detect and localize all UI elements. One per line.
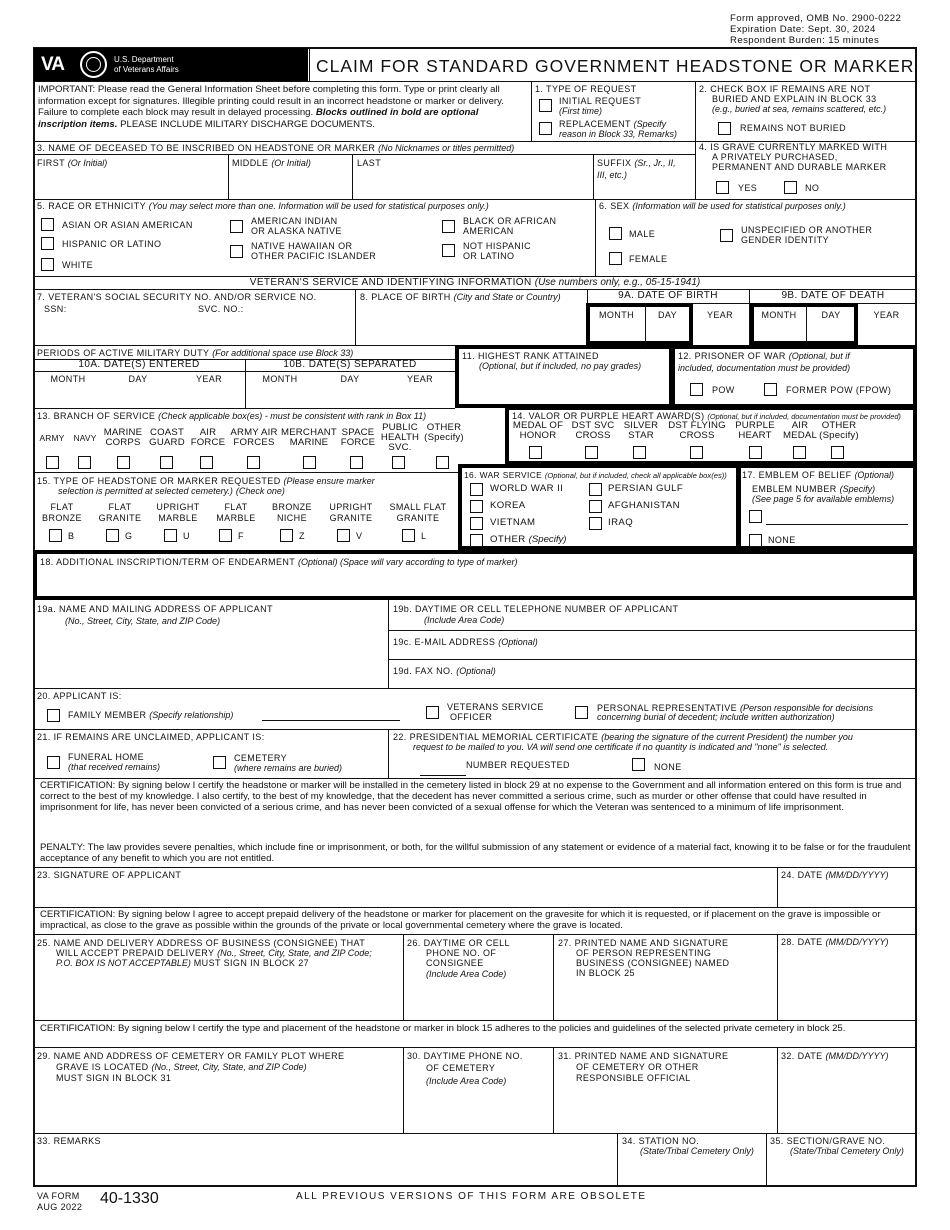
marker-type-checkbox-v[interactable] <box>337 529 350 542</box>
war-ww2-checkbox[interactable] <box>470 483 483 496</box>
replacement-checkbox[interactable] <box>539 122 552 135</box>
award-silver-star-checkbox[interactable] <box>633 446 646 459</box>
race-pacific-islander-checkbox[interactable] <box>230 245 243 258</box>
block18-title: 18. ADDITIONAL INSCRIPTION/TERM OF ENDEARMENT (Optional) (Space will vary according to type of marker) <box>40 557 518 567</box>
war-vietnam-checkbox[interactable] <box>470 517 483 530</box>
branch-army-checkbox[interactable] <box>46 456 59 469</box>
svc-no-label: SVC. NO.: <box>198 304 244 314</box>
former-pow-checkbox[interactable] <box>764 383 777 396</box>
marker-type-label-b: FLAT <box>50 502 74 512</box>
pmc-none-checkbox[interactable] <box>632 758 645 771</box>
applicant-vso-checkbox[interactable] <box>426 706 439 719</box>
award-moh-label: MEDAL OF HONOR <box>512 420 564 441</box>
branch-merchant-marine-checkbox[interactable] <box>303 456 316 469</box>
remains-not-buried-label: REMAINS NOT BURIED <box>740 123 847 133</box>
certification-3: CERTIFICATION: By signing below I certify the type and placement of the headstone or marker in block 15 adheres to the policies and guidelines of the selected private cemetery in block 25. <box>40 1023 846 1034</box>
branch-air-force-checkbox[interactable] <box>200 456 213 469</box>
block19c-title: 19c. E-MAIL ADDRESS (Optional) <box>393 637 538 647</box>
block13-title: 13. BRANCH OF SERVICE (Check applicable box(es) - must be consistent with rank in Box 11) <box>37 411 427 421</box>
marker-type-code-z: Z <box>299 531 305 541</box>
branch-space-force-label: SPACE FORCE <box>340 427 376 448</box>
marker-type-label2-u: MARBLE <box>158 513 198 523</box>
block27-title: 27. PRINTED NAME AND SIGNATURE <box>558 938 729 948</box>
suffix-label: SUFFIX (Sr., Jr., II, <box>597 158 676 168</box>
block3-title: 3. NAME OF DECEASED TO BE INSCRIBED ON HEADSTONE OR MARKER (No Nicknames or titles permitted) <box>37 143 515 153</box>
omb-line1: Form approved, OMB No. 2900-0222 <box>730 13 902 24</box>
sex-unspecified-checkbox[interactable] <box>720 229 733 242</box>
block15-title: 15. TYPE OF HEADSTONE OR MARKER REQUESTED (Please ensure marker <box>37 476 375 486</box>
certification-2: CERTIFICATION: By signing below I agree to accept prepaid delivery of the headstone or marker for placement on the gravesite for which it is requested, or if placement on the grave is impossible or impractical, as close to the grave as possible within the grounds of the private or local governmental cemetery where the grave is located. <box>40 909 881 931</box>
va-wordmark: VA <box>41 54 64 75</box>
block12-title: 12. PRISONER OF WAR (Optional, but if <box>678 351 850 361</box>
branch-navy-label: NAVY <box>73 433 97 443</box>
block14-title: 14. VALOR OR PURPLE HEART AWARD(S) (Optional, but if included, documentation must be provided) <box>512 411 901 421</box>
block10b-title: 10B. DATE(S) SEPARATED <box>283 359 417 370</box>
emblem-none-checkbox[interactable] <box>749 534 762 547</box>
marker-type-code-b: B <box>68 531 75 541</box>
award-air-medal-label: AIR MEDAL <box>782 420 818 441</box>
block24-title: 24. DATE (MM/DD/YYYY) <box>781 870 889 880</box>
block23-title: 23. SIGNATURE OF APPLICANT <box>37 870 182 880</box>
marker-type-code-g: G <box>125 531 133 541</box>
unclaimed-cemetery-checkbox[interactable] <box>213 756 226 769</box>
block5-title: 5. RACE OR ETHNICITY (You may select more than one. Information will be used for statistical purposes only.) <box>37 201 489 211</box>
va-department: U.S. Department of Veterans Affairs <box>114 55 179 74</box>
award-purple-heart-label: PURPLE HEART <box>735 420 775 441</box>
penalty-statement: PENALTY: The law provides severe penalties, which include fine or imprisonment, or both, for the willful submission of any statement or evidence of a material fact, knowing it to be false or for the fraudulent acceptance of any benefit to which you are not entitled. <box>40 842 911 864</box>
marker-type-label-l: SMALL FLAT <box>389 502 447 512</box>
initial-request-label: INITIAL REQUEST <box>559 96 642 106</box>
race-asian-checkbox[interactable] <box>41 218 54 231</box>
initial-request-checkbox[interactable] <box>539 99 552 112</box>
certification-1: CERTIFICATION: By signing below I certify the headstone or marker will be installed in the cemetery listed in block 29 at no expense to the Government and all information entered on this form is true and correct to the best of my knowledge. I also certify, to the best of my knowledge, that the decedent has never committed a serious crime, such as murder or other offense that could have resulted in imprisonment for life, has never been convicted of a serious crime, and has never been convicted of a sexual offense for which the Veteran was sentenced to a minimum of life imprisonment. <box>40 780 902 813</box>
branch-coast-guard-checkbox[interactable] <box>160 456 173 469</box>
marker-type-label2-z: NICHE <box>276 513 307 523</box>
remains-not-buried-checkbox[interactable] <box>718 122 731 135</box>
block35-title: 35. SECTION/GRAVE NO. <box>770 1136 886 1146</box>
first-name-label: FIRST (Or Initial) <box>37 158 108 168</box>
block19b-title: 19b. DAYTIME OR CELL TELEPHONE NUMBER OF APPLICANT <box>393 604 679 614</box>
block32-title: 32. DATE (MM/DD/YYYY) <box>781 1051 889 1061</box>
block10a-title: 10A. DATE(S) ENTERED <box>78 359 200 370</box>
unclaimed-funeral-home-checkbox[interactable] <box>47 756 60 769</box>
block9a-title: 9A. DATE OF BIRTH <box>618 290 718 301</box>
branch-marine-label: MARINE CORPS <box>103 427 143 448</box>
marker-type-code-v: V <box>356 531 363 541</box>
block6-title: 6. SEX (Information will be used for statistical purposes only.) <box>599 201 846 211</box>
award-dfc-checkbox[interactable] <box>690 446 703 459</box>
emblem-checkbox[interactable] <box>749 510 762 523</box>
marker-type-checkbox-f[interactable] <box>219 529 232 542</box>
block19d-title: 19d. FAX NO. (Optional) <box>393 666 496 676</box>
marker-type-label-v: UPRIGHT <box>329 502 373 512</box>
branch-army-label: ARMY <box>39 433 65 443</box>
marker-type-label-g: FLAT <box>108 502 132 512</box>
veteran-section-header: VETERAN'S SERVICE AND IDENTIFYING INFORMATION (Use numbers only, e.g., 05-15-1941) <box>249 277 701 288</box>
marker-type-label2-g: GRANITE <box>98 513 142 523</box>
pow-checkbox[interactable] <box>690 383 703 396</box>
applicant-rep-checkbox[interactable] <box>575 706 588 719</box>
sex-male-checkbox[interactable] <box>609 227 622 240</box>
war-korea-checkbox[interactable] <box>470 500 483 513</box>
branch-coast-guard-label: COAST GUARD <box>149 427 185 448</box>
marker-type-label-f: FLAT <box>224 502 248 512</box>
footer-form-number: 40-1330 <box>100 1190 159 1207</box>
award-other-label: OTHER (Specify) <box>819 420 859 441</box>
block9b-title: 9B. DATE OF DEATH <box>781 290 885 301</box>
active-duty-title: PERIODS OF ACTIVE MILITARY DUTY (For additional space use Block 33) <box>37 348 354 358</box>
branch-merchant-marine-label: MERCHANT MARINE <box>281 427 337 448</box>
block22-title: 22. PRESIDENTIAL MEMORIAL CERTIFICATE (bearing the signature of the current President) the number you <box>393 732 853 742</box>
award-purple-heart-checkbox[interactable] <box>749 446 762 459</box>
marker-type-checkbox-g[interactable] <box>106 529 119 542</box>
applicant-family-checkbox[interactable] <box>47 709 60 722</box>
race-american-indian-checkbox[interactable] <box>230 220 243 233</box>
block31-title: 31. PRINTED NAME AND SIGNATURE <box>558 1051 729 1061</box>
block19a-title: 19a. NAME AND MAILING ADDRESS OF APPLICANT <box>37 604 273 614</box>
marker-type-label2-l: GRANITE <box>396 513 440 523</box>
sex-female-checkbox[interactable] <box>609 252 622 265</box>
branch-marine-checkbox[interactable] <box>117 456 130 469</box>
block8-title: 8. PLACE OF BIRTH (City and State or Country) <box>360 292 561 302</box>
form-title: CLAIM FOR STANDARD GOVERNMENT HEADSTONE OR MARKER <box>316 56 915 76</box>
block21-title: 21. IF REMAINS ARE UNCLAIMED, APPLICANT IS: <box>37 732 265 742</box>
race-not-hispanic-checkbox[interactable] <box>442 244 455 257</box>
block1-title: 1. TYPE OF REQUEST <box>535 84 637 94</box>
marker-type-checkbox-z[interactable] <box>280 529 293 542</box>
grave-marked-yes-checkbox[interactable] <box>716 181 729 194</box>
branch-army-air-forces-label: ARMY AIR FORCES <box>230 427 278 448</box>
grave-marked-no-checkbox[interactable] <box>784 181 797 194</box>
branch-space-force-checkbox[interactable] <box>350 456 363 469</box>
va-form-40-1330: Form approved, OMB No. 2900-0222 Expiration Date: Sept. 30, 2024 Respondent Burden: 15 minutes VA U.S. Department of Veterans Affairs CLAIM FOR STANDARD GOVERNMENT HEADSTONE OR MARKER IMPORTANT: Please read the General Information Sheet before completing this form. Type or print clearly all information except for signatures. Illegible printing could result in an incorrect headstone or marker or delivery. Failure to complete each block may result in delayed processing. Blocks outlined in bold are optional inscription items. PLEASE INCLUDE MILITARY DISCHARGE DOCUMENTS. 1. TYPE OF REQUEST INITIAL REQUEST (First time) REPLACEMENT (Specify reason in Block 33, Remarks) 2. CHECK BOX IF REMAINS ARE NOT BURIED AND EXPLAIN IN BLOCK 33 (e.g., buried at sea, remains scattered, etc.) REMAINS NOT BURIED 3. NAME OF DECEASED TO BE INSCRIBED ON HEADSTONE OR MARKER (No Nicknames or titles permitted) FIRST (Or Initial) MIDDLE (Or Initial) LAST SUFFIX (Sr., Jr., II, III, etc.) 4. IS GRAVE CURRENTLY MARKED WITH A PRIVATELY PURCHASED, PERMANENT AND DURABLE MARKER YES NO 5. RACE OR ETHNICITY (You may select more than one. Information will be used for statistical purposes only.) ASIAN OR ASIAN AMERICAN HISPANIC OR LATINO WHITE AMERICAN INDIAN OR ALASKA NATIVE NATIVE HAWAIIAN OR OTHER PACIFIC ISLANDER BLACK OR AFRICAN AMERICAN NOT HISPANIC OR LATINO 6. SEX (Information will be used for statistical purposes only.) MALE FEMALE UNSPECIFIED OR ANOTHER GENDER IDENTITY VETERAN'S SERVICE AND IDENTIFYING INFORMATION (Use numbers only, e.g., 05-15-1941) 7. VETERAN'S SOCIAL SECURITY NO. AND/OR SERVICE NO. SSN: SVC. NO.: 8. PLACE OF BIRTH (City and State or Country) 9A. DATE OF BIRTH 9B. DATE OF DEATH MONTH DAY YEAR MONTH DAY YEAR PERIODS OF ACTIVE MILITARY DUTY (For additional space use Block 33) 10A. DATE(S) ENTERED 10B. DATE(S) SEPARATED MONTH DAY YEAR MONTH DAY YEAR 11. HIGHEST RANK ATTAINED (Optional, but if included, no pay grades) 12. PRISONER OF WAR (Optional, but if included, documentation must be provided) POW FORMER POW (FPOW) 13. BRANCH OF SERVICE (Check applicable box(es) - must be consistent with rank in Box 11) ARMY NAVY MARINE CORPS COAST GUARD AIR FORCE ARMY AIR FORCES MERCHANT MARINE SPACE FORCE PUBLIC HEALTH SVC. OTHER (Specify) 14. VALOR OR PURPLE HEART AWARD(S) (Optional, but if included, documentation must be provided) MEDAL OF HONOR DST SVC CROSS SILVER STAR DST FLYING CROSS PURPLE HEART AIR MEDAL OTHER (Specify) 15. TYPE OF HEADSTONE OR MARKER REQUESTED (Please ensure marker selection is permitted at selected cemetery.) (Check one) FLAT BRONZE B FLAT GRANITE G UPRIGHT MARBLE U FLAT MARBLE F BRONZE NICHE Z UPRIGHT GRANITE V SMALL FLAT GRANITE L 16. WAR SERVICE (Optional, but if included, check all applicable box(es)) WORLD WAR II KOREA VIETNAM OTHER (Specify) PERSIAN GULF AFGHANISTAN IRAQ 17. EMBLEM OF BELIEF (Optional) EMBLEM NUMBER (Specify) (See page 5 for available emblems) NONE 18. ADDITIONAL INSCRIPTION/TERM OF ENDEARMENT (Optional) (Space will vary according to type of marker) 19a. NAME AND MAILING ADDRESS OF APPLICANT (No., Street, City, State, and ZIP Code) 19b. DAYTIME OR CELL TELEPHONE NUMBER OF APPLICANT (Include Area Code) 19c. E-MAIL ADDRESS (Optional) 19d. FAX NO. (Optional) 20. APPLICANT IS: FAMILY MEMBER (Specify relationship) VETERANS SERVICE OFFICER PERSONAL REPRESENTATIVE (Person responsible for decisions concerning burial of decedent; include written authorization) 21. IF REMAINS ARE UNCLAIMED, APPLICANT IS: FUNERAL HOME (that received remains) CEMETERY (where remains are buried) 22. PRESIDENTIAL MEMORIAL CERTIFICATE (bearing the signature of the current President) the number you request to be mailed to you. VA will send one certificate if no quantity is indicated and "none" is selected. NUMBER REQUESTED NONE CERTIFICATION: By signing below I certify the headstone or marker will be installed in the cemetery listed in block 29 at no expense to the Government and all information entered on this form is true and correct to the best of my knowledge. I also certify, to the best of my knowledge, that the decedent has never committed a serious crime, such as murder or other offense that could have resulted in imprisonment for life, has never been convicted of a serious crime, and has never been convicted of a sexual offense for which the Veteran was sentenced to a minimum of life imprisonment. PENALTY: The law provides severe penalties, which include fine or imprisonment, or both, for the willful submission of any statement or evidence of a material fact, knowing it to be false or for the fraudulent acceptance of any benefit to which you are not entitled. 23. SIGNATURE OF APPLICANT 24. DATE (MM/DD/YYYY) CERTIFICATION: By signing below I agree to accept prepaid delivery of the headstone or marker for placement on the gravesite for which it is requested, or if placement on the grave is impossible or impractical, as close to the grave as possible within the grounds of the private or local governmental cemetery where the grave is located. 25. NAME AND DELIVERY ADDRESS OF BUSINESS (CONSIGNEE) THAT WILL ACCEPT PREPAID DELIVERY (No., Street, City, State, and ZIP Code; P.O. BOX IS NOT ACCEPTABLE) MUST SIGN IN BLOCK 27 26. DAYTIME OR CELL PHONE NO. OF CONSIGNEE (Include Area Code) 27. PRINTED NAME AND SIGNATURE OF PERSON REPRESENTING BUSINESS (CONSIGNEE) NAMED IN BLOCK 25 28. DATE (MM/DD/YYYY) CERTIFICATION: By signing below I certify the type and placement of the headstone or marker in block 15 adheres to the policies and guidelines of the selected private cemetery in block 25. 29. NAME AND ADDRESS OF CEMETERY OR FAMILY PLOT WHERE GRAVE IS LOCATED (No., Street, City, State, and ZIP Code) MUST SIGN IN BLOCK 31 30. DAYTIME PHONE NO. OF CEMETERY (Include Area Code) 31. PRINTED NAME AND SIGNATURE OF CEMETERY OR OTHER RESPONSIBLE OFFICIAL 32. DATE (MM/DD/YYYY) 33. REMARKS 34. STATION NO. (State/Tribal Cemetery Only) 35. SECTION/GRAVE NO. (State/Tribal Cemetery Only) VA FORM AUG 2022 40-1330 ALL PREVIOUS VERSIONS OF THIS FORM ARE OBSOLETE <box>0 0 950 1230</box>
emblem-number-line[interactable] <box>766 524 908 525</box>
block2-title: 2. CHECK BOX IF REMAINS ARE NOT <box>699 84 871 94</box>
marker-type-code-l: L <box>421 531 427 541</box>
footer-date: AUG 2022 <box>37 1202 83 1212</box>
block28-title: 28. DATE (MM/DD/YYYY) <box>781 937 889 947</box>
block7-title: 7. VETERAN'S SOCIAL SECURITY NO. AND/OR SERVICE NO. <box>37 292 317 302</box>
middle-name-label: MIDDLE (Or Initial) <box>232 158 311 168</box>
race-white-checkbox[interactable] <box>41 258 54 271</box>
block33-title: 33. REMARKS <box>37 1136 101 1146</box>
marker-type-code-f: F <box>238 531 244 541</box>
branch-public-health-label: PUBLIC HEALTH SVC. <box>380 422 420 453</box>
block30-title: 30. DAYTIME PHONE NO. <box>407 1051 523 1061</box>
va-logo <box>34 48 308 81</box>
number-requested-label: NUMBER REQUESTED <box>466 760 570 770</box>
award-moh-checkbox[interactable] <box>529 446 542 459</box>
last-name-label: LAST <box>357 158 382 168</box>
award-dsc-label: DST SVC CROSS <box>571 420 615 441</box>
block25-title: 25. NAME AND DELIVERY ADDRESS OF BUSINESS (CONSIGNEE) THAT <box>37 938 366 948</box>
omb-line3: Respondent Burden: 15 minutes <box>730 35 880 46</box>
branch-other-label: OTHER (Specify) <box>424 422 464 443</box>
marker-type-checkbox-b[interactable] <box>49 529 62 542</box>
va-seal-icon <box>80 51 107 78</box>
marker-type-label2-b: BRONZE <box>42 513 82 523</box>
award-dfc-label: DST FLYING CROSS <box>668 420 726 441</box>
marker-type-label2-v: GRANITE <box>329 513 373 523</box>
war-afghanistan-checkbox[interactable] <box>589 500 602 513</box>
marker-type-checkbox-l[interactable] <box>402 529 415 542</box>
branch-air-force-label: AIR FORCE <box>190 427 226 448</box>
branch-army-air-forces-checkbox[interactable] <box>247 456 260 469</box>
war-persian-gulf-checkbox[interactable] <box>589 483 602 496</box>
block20-title: 20. APPLICANT IS: <box>37 691 122 701</box>
block17-title: 17. EMBLEM OF BELIEF (Optional) <box>742 470 894 480</box>
race-black-checkbox[interactable] <box>442 220 455 233</box>
block34-title: 34. STATION NO. <box>622 1136 700 1146</box>
block16-title: 16. WAR SERVICE (Optional, but if included, check all applicable box(es)) <box>464 470 727 480</box>
branch-other-checkbox[interactable] <box>436 456 449 469</box>
footer-va-form: VA FORM <box>37 1191 80 1201</box>
war-iraq-checkbox[interactable] <box>589 517 602 530</box>
marker-type-code-u: U <box>183 531 190 541</box>
war-other-checkbox[interactable] <box>470 534 483 547</box>
marker-type-label-u: UPRIGHT <box>156 502 200 512</box>
family-relationship-line[interactable] <box>262 720 400 721</box>
block29-title: 29. NAME AND ADDRESS OF CEMETERY OR FAMILY PLOT WHERE <box>37 1051 345 1061</box>
omb-line2: Expiration Date: Sept. 30, 2024 <box>730 24 876 35</box>
award-dsc-checkbox[interactable] <box>585 446 598 459</box>
block11-title: 11. HIGHEST RANK ATTAINED <box>462 351 599 361</box>
marker-type-label-z: BRONZE <box>272 502 312 512</box>
footer-obsolete-notice: ALL PREVIOUS VERSIONS OF THIS FORM ARE OBSOLETE <box>296 1191 647 1202</box>
number-requested-line[interactable] <box>420 775 466 776</box>
award-air-medal-checkbox[interactable] <box>793 446 806 459</box>
ssn-label: SSN: <box>44 304 67 314</box>
award-silver-star-label: SILVER STAR <box>623 420 659 441</box>
marker-type-checkbox-u[interactable] <box>164 529 177 542</box>
award-other-checkbox[interactable] <box>831 446 844 459</box>
important-notice: IMPORTANT: Please read the General Information Sheet before completing this form. Type or print clearly all information except for signatures. Illegible printing could result in an incorrect headstone or marker or delivery. Failure to complete each block may result in delayed processing. Blocks outlined in bold are optional inscription items. PLEASE INCLUDE MILITARY DISCHARGE DOCUMENTS. <box>38 84 504 130</box>
race-hispanic-checkbox[interactable] <box>41 237 54 250</box>
replacement-label: REPLACEMENT (Specify <box>559 119 667 129</box>
block4-title: 4. IS GRAVE CURRENTLY MARKED WITH <box>699 142 888 152</box>
branch-navy-checkbox[interactable] <box>78 456 91 469</box>
marker-type-label2-f: MARBLE <box>216 513 256 523</box>
branch-public-health-checkbox[interactable] <box>392 456 405 469</box>
block26-title: 26. DAYTIME OR CELL <box>407 938 510 948</box>
